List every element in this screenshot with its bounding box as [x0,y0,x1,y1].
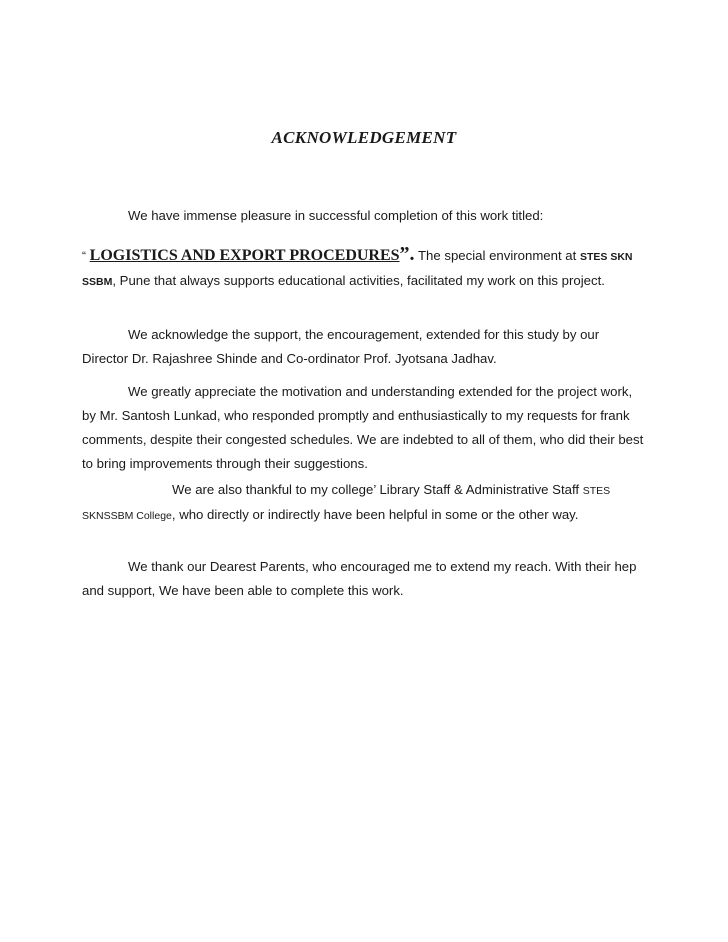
org-name: STES SKN SSBM [82,251,633,288]
paragraph-guide [82,380,647,476]
open-quote: “ [82,249,86,263]
page-title: ACKNOWLEDGEMENT [271,128,457,147]
paragraph-intro [82,204,647,228]
paragraph-director [82,323,647,371]
paragraph-parents-text: We thank our Dearest Parents, who encouraged me to extend my reach. With their hep and support, We have been able to complete this work. [82,559,637,598]
close-quote: ”. [399,243,415,265]
paragraph-staff-text-a: We are also thankful to my college’ Library Staff & Administrative Staff [172,482,583,497]
paragraph-project-text-a: The special environment at [414,248,580,263]
paragraph-parents [82,555,647,603]
paragraph-project-text-b: , Pune that always supports educational activities, facilitated my work on this project. [112,273,605,288]
paragraph-intro-text: We have immense pleasure in successful completion of this work titled: [128,208,544,223]
paragraph-guide-text: We greatly appreciate the motivation and understanding extended for the project work, by Mr. Santosh Lunkad, who responded promptly and enthusiastically to my requests for frank comments, despite their congested schedules. We are indebted to all of them, who did their best to bring improvements through their suggestions. [82,384,644,471]
paragraph-staff [82,478,647,528]
college-name: STES SKNSSBM College [82,485,611,522]
paragraph-staff-text-b: , who directly or indirectly have been helpful in some or the other way. [171,507,579,522]
project-title: LOGISTICS AND EXPORT PROCEDURES [89,247,400,264]
paragraph-director-text: We acknowledge the support, the encouragement, extended for this study by our Director Dr. Rajashree Shinde and Co-ordinator Prof. Jyotsana Jadhav. [82,327,600,366]
paragraph-project-title [82,242,647,294]
